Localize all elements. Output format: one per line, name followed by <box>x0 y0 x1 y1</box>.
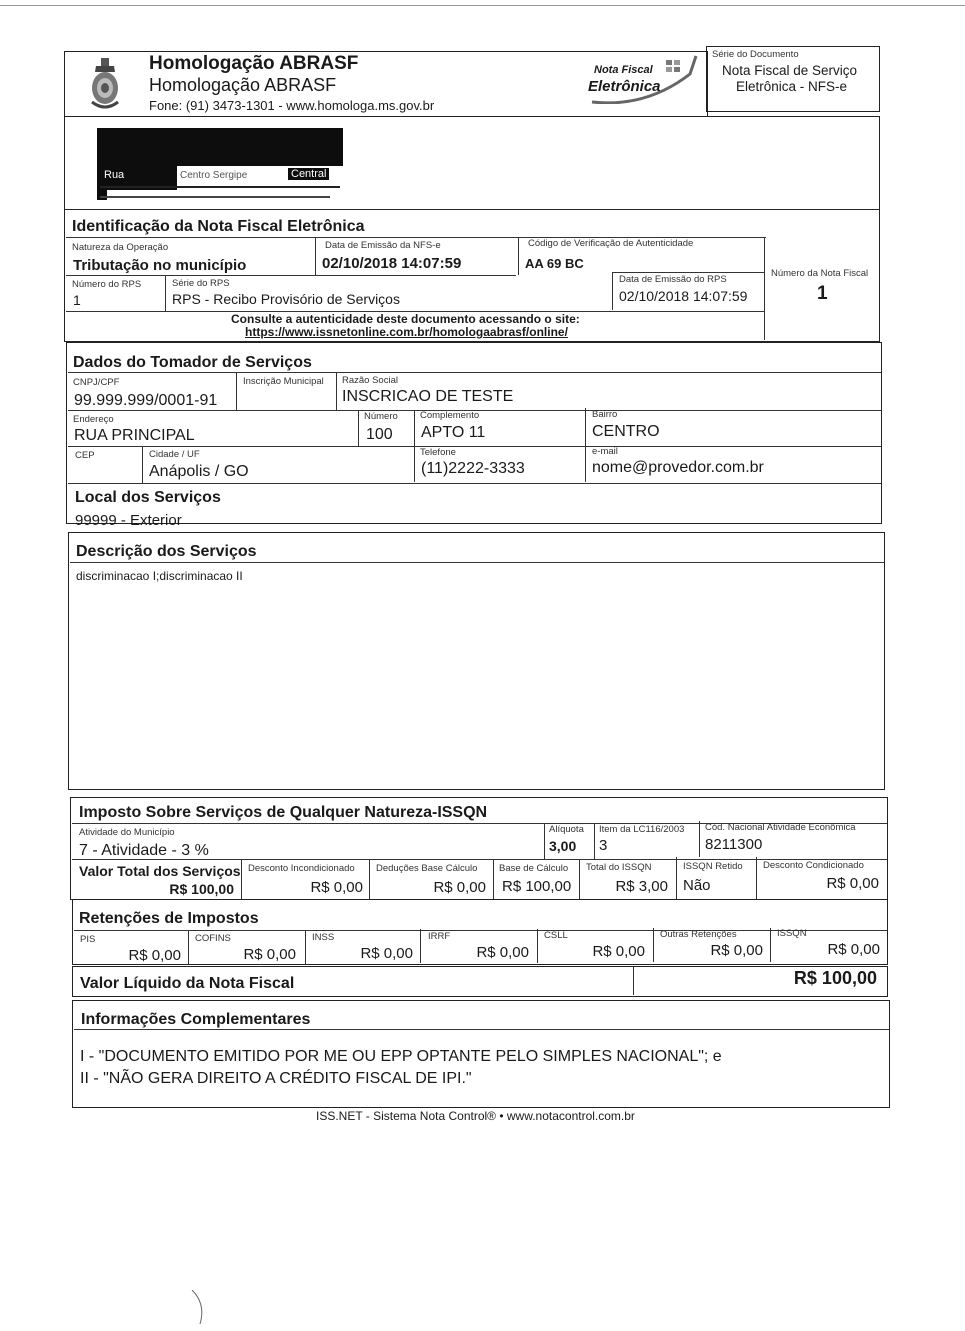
desc-cond-label: Desconto Condicionado <box>763 860 864 871</box>
divider <box>493 859 494 899</box>
retencao-label: INSS <box>312 932 335 943</box>
redaction-stroke <box>100 196 330 198</box>
issqn-title: Imposto Sobre Serviços de Qualquer Natureza-ISSQN <box>79 804 488 821</box>
divider <box>68 372 881 373</box>
divider <box>165 275 166 311</box>
divider <box>74 1029 889 1030</box>
complementares-line2: II - "NÃO GERA DIREITO A CRÉDITO FISCAL DE IPI." <box>80 1070 472 1087</box>
logo-text-bottom: Eletrônica <box>588 78 661 95</box>
deducoes-label: Deduções Base Cálculo <box>376 863 478 874</box>
cod-nacional-label: Cód. Nacional Atividade Econômica <box>705 822 856 833</box>
divider <box>66 275 516 276</box>
divider <box>594 823 595 859</box>
divider <box>188 930 189 964</box>
bairro-label: Bairro <box>592 409 618 420</box>
divider <box>68 483 881 484</box>
natureza-label: Natureza da Operação <box>72 242 169 253</box>
liquido-label: Valor Líquido da Nota Fiscal <box>80 975 295 992</box>
data-rps-value: 02/10/2018 14:07:59 <box>619 288 748 304</box>
serie-rps-value: RPS - Recibo Provisório de Serviços <box>172 291 400 307</box>
identificacao-title: Identificação da Nota Fiscal Eletrônica <box>72 218 365 235</box>
descricao-title: Descrição dos Serviços <box>76 543 257 560</box>
valor-total-label: Valor Total dos Serviços <box>79 863 241 879</box>
scan-edge <box>0 5 965 6</box>
data-rps-label: Data de Emissão do RPS <box>619 274 727 285</box>
redaction-block <box>97 188 107 200</box>
telefone-value: (11)2222-3333 <box>421 460 525 477</box>
local-title: Local dos Serviços <box>75 489 221 506</box>
numero-nf-label: Número da Nota Fiscal <box>771 268 869 279</box>
divider <box>236 372 237 410</box>
codigo-value: AA 69 BC <box>525 256 584 271</box>
divider <box>579 859 580 899</box>
divider <box>420 929 421 963</box>
endereco-label: Endereço <box>73 414 114 425</box>
inscricao-label: Inscrição Municipal <box>243 376 324 387</box>
desc-incond-label: Desconto Incondicionado <box>248 863 355 874</box>
divider <box>764 237 765 340</box>
cod-nacional-value: 8211300 <box>705 836 763 853</box>
retencao-value: R$ 0,00 <box>827 941 880 958</box>
data-emissao-value: 02/10/2018 14:07:59 <box>322 255 462 272</box>
retencoes-title: Retenções de Impostos <box>79 910 259 927</box>
cnpj-label: CNPJ/CPF <box>73 377 120 388</box>
divider <box>70 562 884 563</box>
divider <box>142 446 143 484</box>
telefone-label: Telefone <box>420 447 456 458</box>
local-value: 99999 - Exterior <box>75 512 182 529</box>
divider <box>676 857 677 899</box>
redaction-block <box>97 140 177 190</box>
divider <box>518 237 519 275</box>
prestador-city-fragment: Central <box>288 168 329 180</box>
prestador-address-fragment-2: Centro Sergipe <box>180 170 248 181</box>
divider <box>315 237 316 275</box>
coat-of-arms-icon <box>88 56 122 114</box>
serie-value-line1: Nota Fiscal de Serviço <box>722 63 858 78</box>
bairro-value: CENTRO <box>592 423 660 440</box>
retencao-value: R$ 0,00 <box>476 944 529 961</box>
cidade-label: Cidade / UF <box>149 449 200 460</box>
logo-text-top: Nota Fiscal <box>594 64 653 76</box>
aliquota-value: 3,00 <box>549 838 577 854</box>
nfe-logo <box>586 52 698 104</box>
divider <box>74 930 887 931</box>
serie-label: Série do Documento <box>712 49 799 60</box>
complemento-label: Complemento <box>420 410 480 421</box>
base-value: R$ 100,00 <box>502 878 572 895</box>
retencao-value: R$ 0,00 <box>360 945 413 962</box>
atividade-value: 7 - Atividade - 3 % <box>79 842 209 859</box>
retencao-label: COFINS <box>195 933 231 944</box>
retido-label: ISSQN Retido <box>683 861 743 872</box>
valor-total-value: R$ 100,00 <box>169 881 234 897</box>
header-subtitle: Homologação ABRASF <box>149 75 337 95</box>
divider <box>699 821 700 857</box>
retencao-label: CSLL <box>544 930 568 941</box>
complementares-title: Informações Complementares <box>81 1011 311 1028</box>
consulte-url[interactable]: https://www.issnetonline.com.br/homologaabrasf/online/ <box>245 325 568 339</box>
endereco-value: RUA PRINCIPAL <box>74 427 195 444</box>
redaction-stroke <box>100 186 340 188</box>
atividade-label: Atividade do Município <box>79 827 175 838</box>
divider <box>537 929 538 963</box>
tomador-title: Dados do Tomador de Serviços <box>73 354 312 371</box>
deducoes-value: R$ 0,00 <box>433 879 486 896</box>
cidade-value: Anápolis / GO <box>149 463 249 480</box>
divider <box>68 446 881 447</box>
retencao-label: IRRF <box>428 931 451 942</box>
header-contact: Fone: (91) 3473-1301 - www.homologa.ms.gov.br <box>149 98 435 113</box>
total-iss-value: R$ 3,00 <box>615 878 668 895</box>
email-label: e-mail <box>592 446 618 457</box>
divider <box>612 272 613 310</box>
item-label: Item da LC116/2003 <box>599 824 685 835</box>
descricao-text: discriminacao I;discriminacao II <box>76 569 243 583</box>
item-value: 3 <box>599 837 608 854</box>
scan-mark <box>190 1290 220 1326</box>
retencao-label: ISSQN <box>777 928 807 939</box>
divider <box>770 928 771 962</box>
retencao-value: R$ 0,00 <box>243 946 296 963</box>
divider <box>585 408 586 482</box>
serie-rps-label: Série do RPS <box>172 278 230 289</box>
complemento-value: APTO 11 <box>421 424 486 441</box>
total-iss-label: Total do ISSQN <box>586 862 652 873</box>
razao-value: INSCRICAO DE TESTE <box>342 388 514 405</box>
liquido-value: R$ 100,00 <box>793 968 877 988</box>
natureza-value: Tributação no município <box>73 257 247 274</box>
retencao-value: R$ 0,00 <box>128 947 181 964</box>
divider <box>544 823 545 859</box>
cep-label: CEP <box>75 450 95 461</box>
numero-value: 100 <box>366 426 393 443</box>
footer-text: ISS.NET - Sistema Nota Control® • www.notacontrol.com.br <box>316 1109 635 1123</box>
base-label: Base de Cálculo <box>499 863 569 874</box>
numero-nf-value: 1 <box>817 283 828 304</box>
divider <box>756 857 757 899</box>
divider <box>612 272 764 273</box>
codigo-label: Código de Verificação de Autenticidade <box>528 238 694 249</box>
retencao-value: R$ 0,00 <box>592 943 645 960</box>
retido-value: Não <box>683 877 711 894</box>
numero-rps-value: 1 <box>73 292 81 308</box>
retencao-label: Outras Retenções <box>660 929 737 940</box>
consulte-text: Consulte a autenticidade deste documento acessando o site: <box>231 312 580 326</box>
divider <box>369 859 370 899</box>
numero-label: Número <box>364 411 398 422</box>
prestador-address-fragment: Rua <box>101 169 127 181</box>
complementares-line1: I - "DOCUMENTO EMITIDO POR ME OU EPP OPTANTE PELO SIMPLES NACIONAL"; e <box>80 1048 722 1065</box>
divider <box>358 410 359 446</box>
header-title: Homologação ABRASF <box>149 53 359 74</box>
aliquota-label: Alíquota <box>549 824 584 835</box>
serie-value-line2: Eletrônica - NFS-e <box>736 79 848 94</box>
cnpj-value: 99.999.999/0001-91 <box>74 392 218 409</box>
numero-rps-label: Número do RPS <box>72 279 142 290</box>
divider <box>336 372 337 410</box>
divider <box>241 859 242 899</box>
divider <box>653 928 654 962</box>
data-emissao-label: Data de Emissão da NFS-e <box>325 240 441 251</box>
razao-label: Razão Social <box>342 375 398 386</box>
retencao-value: R$ 0,00 <box>710 942 763 959</box>
divider <box>305 930 306 964</box>
divider <box>633 967 634 995</box>
desc-cond-value: R$ 0,00 <box>826 875 879 892</box>
desc-incond-value: R$ 0,00 <box>310 879 363 896</box>
retencao-label: PIS <box>80 934 96 945</box>
email-value: nome@provedor.com.br <box>592 459 764 476</box>
